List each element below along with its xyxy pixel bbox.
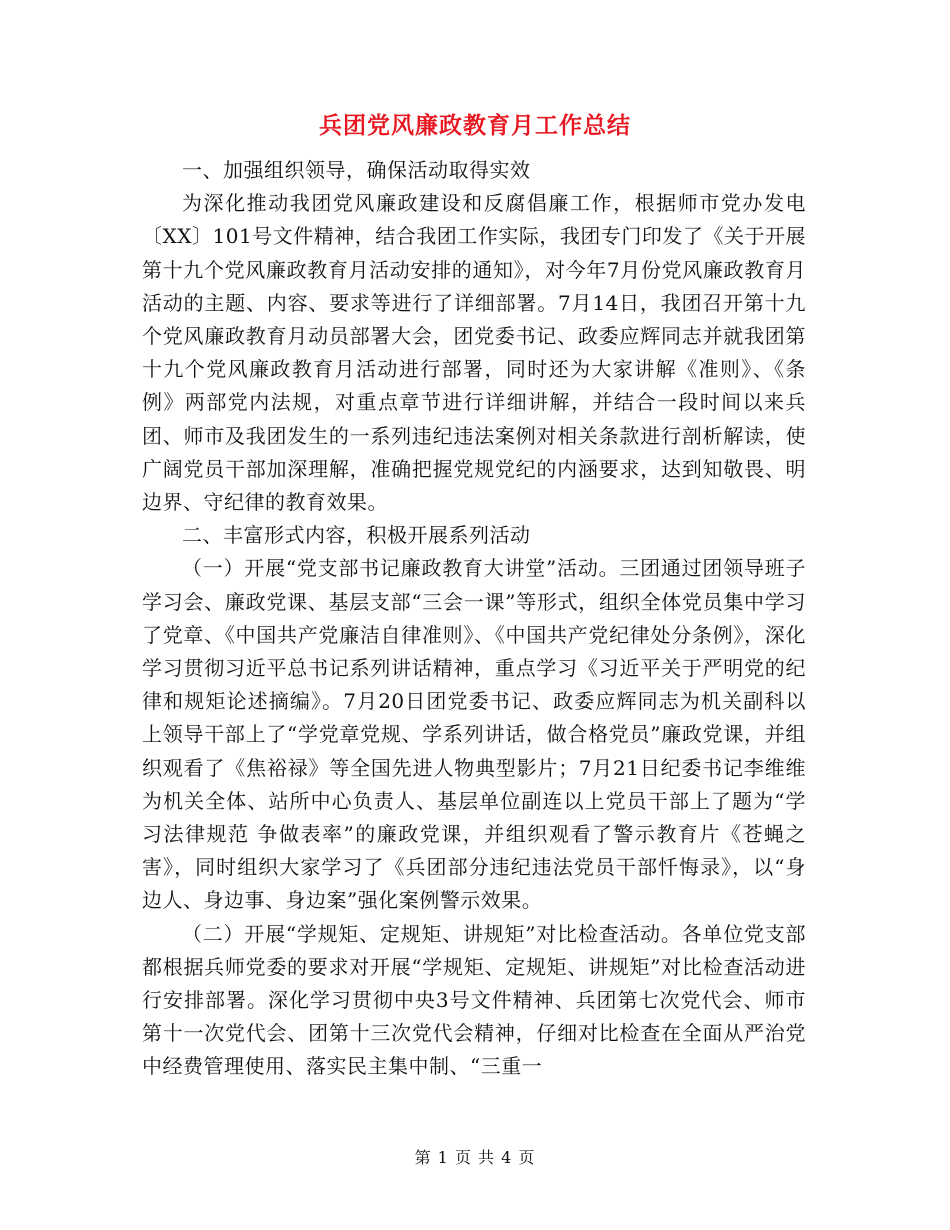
page-footer: 第 1 页 共 4 页 [414,1148,536,1167]
paragraph-3: （二）开展“学规矩、定规矩、讲规矩”对比检查活动。各单位党支部都根据兵师党委的要求对开展“学规矩、定规矩、讲规矩”对比检查活动进行安排部署。深化学习贯彻中央3号文件精神、兵团第七次党代会、师市第十一次党代会、团第十三次党代会精神，仔细对比检查在全面从严治党中经费管理使用、落实民主集中制、“三重一 [142,921,806,1079]
document-title: 兵团党风廉政教育月工作总结 [319,112,631,139]
paragraph-2: （一）开展“党支部书记廉政教育大讲堂”活动。三团通过团领导班子学习会、廉政党课、基层支部“三会一课”等形式，组织全体党员集中学习了党章、《中国共产党廉洁自律准则》、《中国共产党纪律处分条例》，深化学习贯彻习近平总书记系列讲话精神，重点学习《习近平关于严明党的纪律和规矩论述摘编》。7月20日团党委书记、政委应辉同志为机关副科以上领导干部上了“学党章党规、学系列讲话，做合格党员”廉政党课，并组织观看了《焦裕禄》等全国先进人物典型影片；7月21日纪委书记李维维为机关全体、站所中心负责人、基层单位副连以上党员干部上了题为“学习法律规范 争做表率”的廉政党课，并组织观看了警示教育片《苍蝇之害》，同时组织大家学习了《兵团部分违纪违法党员干部忏悔录》，以“身边人、身边事、身边案”强化案例警示效果。 [142,556,806,913]
section-heading-2: 二、丰富形式内容，积极开展系列活动 [182,523,531,548]
paragraph-1: 为深化推动我团党风廉政建设和反腐倡廉工作，根据师市党办发电〔XX〕101号文件精神，结合我团工作实际，我团专门印发了《关于开展第十九个党风廉政教育月活动安排的通知》，对今年7月份党风廉政教育月活动的主题、内容、要求等进行了详细部署。7月14日，我团召开第十九个党风廉政教育月动员部署大会，团党委书记、政委应辉同志并就我团第十九个党风廉政教育月活动进行部署，同时还为大家讲解《准则》、《条例》两部党内法规，对重点章节进行详细讲解，并结合一段时间以来兵团、师市及我团发生的一系列违纪违法案例对相关条款进行剖析解读，使广阔党员干部加深理解，准确把握党规党纪的内涵要求，达到知敬畏、明边界、守纪律的教育效果。 [142,191,806,515]
document-body [142,154,806,1084]
section-heading-1: 一、加强组织领导，确保活动取得实效 [182,158,531,182]
